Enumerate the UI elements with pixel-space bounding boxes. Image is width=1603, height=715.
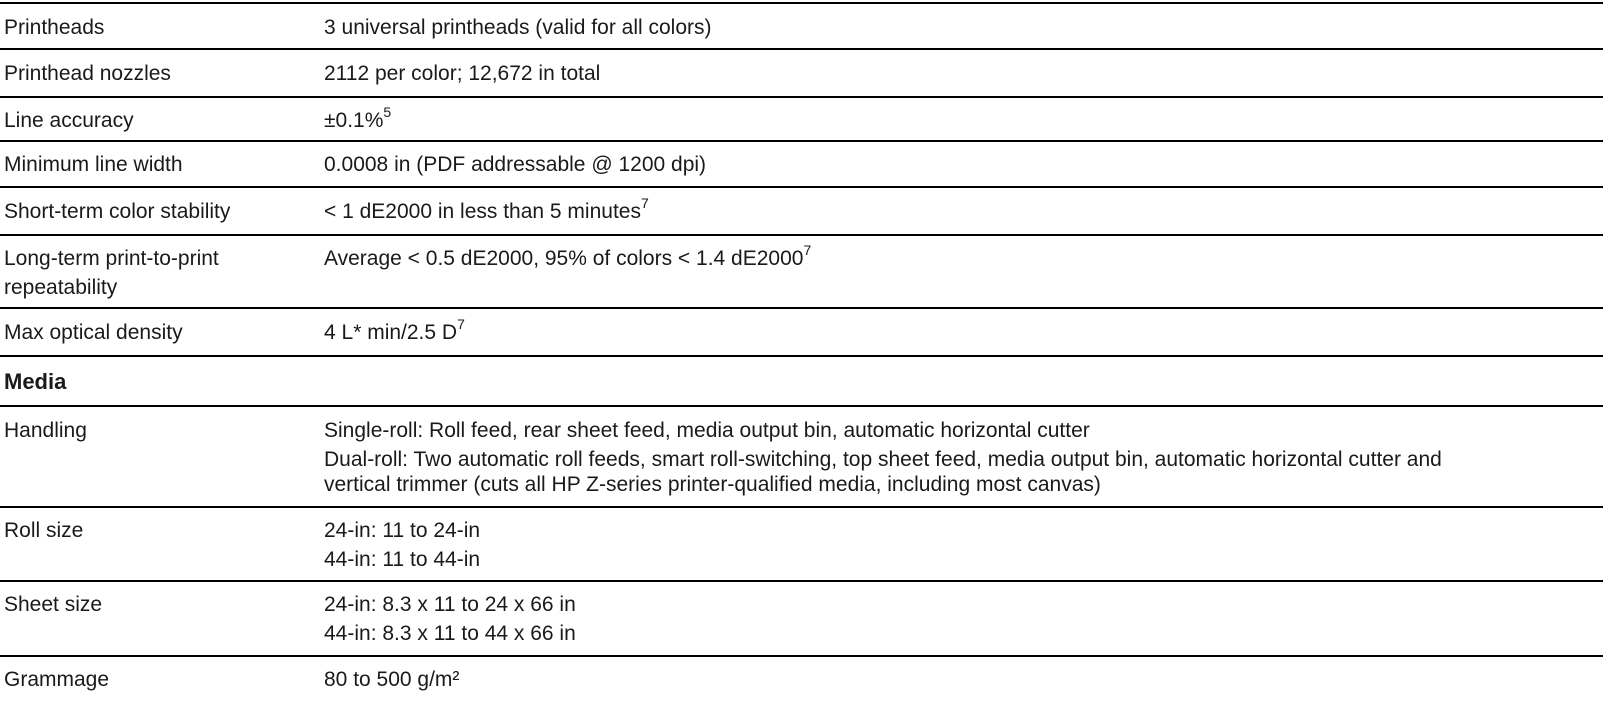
spec-row-printhead-nozzles — [0, 49, 1603, 97]
spec-row-long-term-repeatability — [0, 235, 1603, 308]
spec-row-grammage — [0, 656, 1603, 700]
spec-value: Average < 0.5 dE2000, 95% of colors < 1.4 dE2000$^7$ — [324, 242, 812, 270]
section-header-media — [0, 356, 1603, 406]
spec-value: < 1 dE2000 in less than 5 minutes$^7$ — [324, 195, 649, 223]
spec-value: 2112 per color; 12,672 in total — [324, 62, 601, 85]
spec-label: Line accuracy — [4, 109, 134, 132]
spec-label: Printhead nozzles — [4, 62, 171, 85]
spec-label: Printheads — [4, 16, 105, 39]
spec-row-roll-size — [0, 507, 1603, 581]
spec-label: Long-term print-to-print repeatability — [4, 247, 219, 299]
spec-label: Short-term color stability — [4, 200, 231, 223]
spec-row-handling — [0, 406, 1603, 507]
spec-row-sheet-size — [0, 581, 1603, 656]
spec-value: 80 to 500 g/m² — [324, 668, 460, 691]
spec-label: Roll size — [4, 519, 84, 542]
spec-value: 3 universal printheads (valid for all colors) — [324, 16, 712, 39]
spec-row-printheads — [0, 3, 1603, 49]
spec-label: Sheet size — [4, 593, 103, 616]
spec-row-minimum-line-width — [0, 141, 1603, 187]
spec-value: 24-in: 8.3 x 11 to 24 x 66 in 44-in: 8.3 x 11 to 44 x 66 in — [324, 593, 576, 645]
spec-value: ±0.1%$^5$ — [324, 104, 392, 132]
section-title: Media — [4, 369, 67, 394]
footnote-ref: 7 — [640, 195, 649, 211]
spec-label: Max optical density — [4, 321, 183, 344]
spec-row-line-accuracy — [0, 97, 1603, 141]
spec-label: Grammage — [4, 668, 110, 691]
spec-label: Handling — [4, 419, 87, 442]
spec-row-short-term-color-stability — [0, 187, 1603, 235]
spec-table — [0, 2, 1603, 700]
footnote-ref: 5 — [383, 104, 392, 120]
spec-label: Minimum line width — [4, 153, 183, 176]
spec-value: 24-in: 11 to 24-in 44-in: 11 to 44-in — [324, 519, 481, 571]
spec-value: Single-roll: Roll feed, rear sheet feed, media output bin, automatic horizontal cutter Dual-roll: Two automatic roll feeds, smart roll-switching, top sheet feed, media output bin, automatic horizontal cutter and vertical trimmer (cuts all HP Z-series printer-qualified media, including most canvas) — [324, 419, 1442, 496]
spec-value: 4 L* min/2.5 $D^7$ — [324, 316, 465, 344]
footnote-ref: 7 — [457, 316, 465, 332]
spec-row-max-optical-density — [0, 308, 1603, 356]
spec-value: 0.0008 in (PDF addressable @ 1200 dpi) — [324, 153, 707, 176]
footnote-ref: 7 — [803, 242, 812, 258]
